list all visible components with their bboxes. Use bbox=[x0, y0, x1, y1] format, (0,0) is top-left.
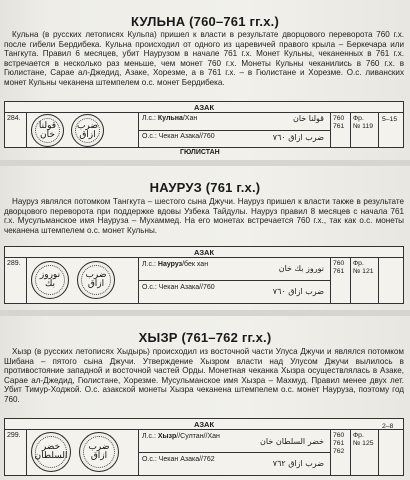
reverse-label: О.с.: Чекан Азака//760 bbox=[142, 133, 215, 140]
fr-reference: Фр. № 125 bbox=[351, 430, 379, 475]
coin-legend: ضرب ازاق bbox=[76, 120, 99, 140]
region-label: АЗАК bbox=[5, 247, 403, 258]
obverse-label: Л.с.: Кульна/Хан bbox=[142, 115, 198, 122]
section-heading: НАУРУЗ (761 г.х.) bbox=[149, 180, 261, 195]
reverse-arabic: ضرب ازاق ٧٦٢ bbox=[272, 459, 324, 468]
divider-line bbox=[139, 280, 331, 281]
section-kulna bbox=[0, 0, 410, 160]
legend-description bbox=[139, 258, 331, 303]
coin-legend: قولنا خان bbox=[38, 120, 57, 140]
divider-line bbox=[139, 452, 331, 453]
section-paragraph: Хызр (в русских летописях Хыдырь) происходил из восточной части Улуса Джучи и являлся потомком Шибана – пятого сына Джучи. Утверждение Хызром власти над Улусом Джучи вылилось в противостояние западной и восточной частей Орды. Монетная чеканка Хызра осуществлялась в Азаке, Сарае ал-Джедид, Гюлистане, Хорезме. Мусульманское имя Хызра – Махмуд. Правил менее двух лет. Убит Тимур-Ходжой. О.с. азакской монеты Хызра чеканена штемпелем о.с. монет Науруза, поэтому год 760. bbox=[4, 347, 404, 404]
coin-images bbox=[27, 258, 139, 303]
rarity: 5–15 bbox=[382, 116, 398, 123]
years: 760 761 bbox=[331, 113, 351, 147]
coin-obverse-image bbox=[31, 261, 69, 299]
obverse-arabic: نوروز بك خان bbox=[278, 264, 324, 273]
years: 760 761 762 bbox=[331, 430, 351, 475]
reverse-arabic: ضرب ازاق ٧٦٠ bbox=[272, 287, 324, 296]
coin-images bbox=[27, 113, 139, 147]
legend-description bbox=[139, 113, 331, 147]
reverse-arabic: ضرب ازاق ٧٦٠ bbox=[272, 133, 324, 142]
coin-reverse-image bbox=[77, 261, 115, 299]
region-label: АЗАК bbox=[5, 419, 403, 430]
reverse-label: О.с.: Чекан Азака//760 bbox=[142, 284, 215, 291]
years: 760 761 bbox=[331, 258, 351, 303]
divider-line bbox=[139, 130, 331, 131]
region-label: АЗАК bbox=[5, 102, 403, 113]
obverse-arabic: قولنا خان bbox=[292, 114, 324, 123]
section-nauruz bbox=[0, 166, 410, 310]
section-khyzr bbox=[0, 316, 410, 480]
fr-reference: Фр. № 121 bbox=[351, 258, 379, 303]
section-paragraph: Кульна (в русских летописях Кульпа) пришел к власти в результате дворцового переворота 760 г.х. после гибели Бердибека. Кульна происходил от одного из царевичей правого крыла – Беркечара или Тангкута. Правил 6 месяцев, убит Наурузом в начале 761 г.х. Монет Кульны, чеканенных в 761 г.х. встречается в несколько раз меньше, чем монет 760 г.х. Монеты Кульны чеканились в 760 г.х. в Гюлистане, Сарае ал-Джедид, Азаке, Хорезме, а в 761 г.х. – в Гюлистане и Хорезме. О.с. ливанских монет Кульны чеканена штемпелем о.с. монет Бердибека. bbox=[4, 30, 404, 87]
coin-legend: ضرب ازاق bbox=[85, 270, 107, 289]
catalog-entry bbox=[4, 101, 404, 148]
fr-reference: Фр. № 119 bbox=[351, 113, 379, 147]
obverse-label: Л.с.: Науруз/бек хан bbox=[142, 261, 209, 268]
section-heading: ХЫЗР (761–762 гг.х.) bbox=[138, 330, 272, 345]
coin-legend: ضرب ازاق bbox=[88, 442, 110, 461]
section-paragraph: Науруз являлся потомком Тангкута – шестого сына Джучи. Науруз пришел к власти также в результате дворцового переворота при поддержке вдовы Узбека Тайдулы. Науруз правил 8 месяцев с начала 761 г.х. Мусульманское имя Науруза – Мухаммед. На его монетах встречается 760 г.х., так как о.с. монеты чеканена штемпелем о.с. монет Кульны. bbox=[4, 197, 404, 235]
catalog-entry bbox=[4, 418, 404, 476]
coin-reverse-image bbox=[71, 114, 104, 147]
coin-legend: خضر السلطان bbox=[34, 442, 68, 461]
entry-number: 299. bbox=[5, 430, 27, 475]
obverse-label: Л.с.: Хызр//Султан//Хан bbox=[142, 433, 220, 440]
coin-legend: نوروز بك bbox=[39, 270, 61, 289]
section-heading: КУЛЬНА (760–761 гг.х.) bbox=[131, 14, 279, 29]
legend-description bbox=[139, 430, 331, 475]
entry-number: 284. bbox=[5, 113, 27, 147]
coin-reverse-image bbox=[79, 432, 119, 472]
coin-obverse-image bbox=[31, 432, 71, 472]
reverse-label: О.с.: Чекан Азака//762 bbox=[142, 456, 215, 463]
coin-images bbox=[27, 430, 139, 475]
catalog-entry bbox=[4, 246, 404, 304]
coin-obverse-image bbox=[31, 114, 64, 147]
rarity: 2–8 bbox=[382, 423, 394, 430]
next-region-label: ГЮЛИСТАН bbox=[180, 149, 220, 156]
obverse-arabic: خضر السلطان خان bbox=[260, 437, 324, 446]
entry-number: 289. bbox=[5, 258, 27, 303]
